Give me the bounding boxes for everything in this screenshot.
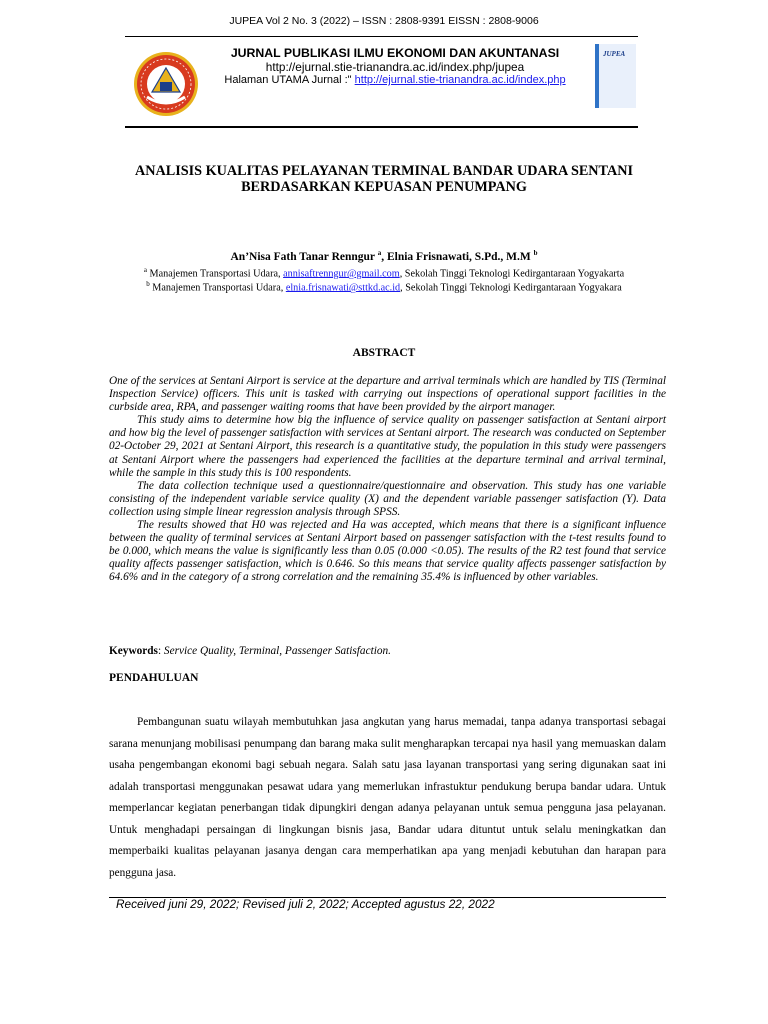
affil-a-sup: a xyxy=(143,266,147,274)
author-2-sup: b xyxy=(533,249,538,257)
intro-body xyxy=(109,712,666,884)
affil-b-suffix: , Sekolah Tinggi Teknologi Kedirgantaraan Yogyakara xyxy=(400,282,622,294)
cover-title: JUPEA xyxy=(603,50,626,58)
received-note: Received juni 29, 2022; Revised juli 2, 2022; Accepted agustus 22, 2022 xyxy=(116,897,495,911)
affil-a-email-link[interactable]: annisaftrenngur@gmail.com xyxy=(283,268,400,280)
journal-name: JURNAL PUBLIKASI ILMU EKONOMI DAN AKUNTANASI xyxy=(230,46,560,60)
institution-seal-logo xyxy=(133,51,199,117)
section-heading: PENDAHULUAN xyxy=(109,672,199,684)
author-list: An’Nisa Fath Tanar Renngur $^a$, Elnia Frisnawati, S.Pd., M.M $^b$ xyxy=(230,249,538,263)
affiliation-a xyxy=(0,266,768,279)
abstract-heading: ABSTRACT xyxy=(352,347,416,359)
abstract-body xyxy=(109,375,666,585)
author-1-sup: a xyxy=(377,249,382,257)
running-header: JUPEA Vol 2 No. 3 (2022) – ISSN : 2808-9391 EISSN : 2808-9006 xyxy=(229,15,539,27)
intro-paragraph: Pembangunan suatu wilayah membutuhkan jasa angkutan yang harus memadai, tanpa adanya transportasi sebagai sarana menunjang mobilisasi penumpang dan barang maka sulit mengharapkan tercapai nya hasil yang memuaskan dalam usaha pengembangan ekonomi bagi sebuah negara. Salah satu jasa layanan transportasi yang sering digunakan saat ini adalah transportasi menggunakan pesawat udara yang memerlukan infrastuktur pendukung berupa bandar udara. Untuk memperlancar kegiatan penerbangan tidak dipungkiri dengan adanya pelayanan untuk semua pengguna jasa pelayanan. Untuk menghadapi persaingan di lingkungan bisnis jasa, Bandar udara dituntut untuk selalu meningkatkan dan memperbaiki kualitas pelayanan jasanya dengan cara memperhatikan apa yang menjadi kebutuhan dan harapan para pengguna jasa. xyxy=(109,716,666,879)
abstract-paragraph: One of the services at Sentani Airport is service at the departure and arrival terminals which are handled by TIS (Terminal Inspection Service) officers. This unit is tasked with carrying out inspections of operational support facilities in the curbside area, RPA, and passenger waiting rooms that have been provided by the airport manager. xyxy=(109,375,666,414)
abstract-paragraph: The results showed that H0 was rejected and Ha was accepted, which means that there is a significant influence between the quality of terminal services at Sentani Airport based on passenger satisfaction with the t-test results found to be 0.000, which means the value is significantly less than 0.05 (0.000 <0.05). The results of the R2 test found that service quality affects passenger satisfaction, which is 0.646. So this means that service quality affects passenger satisfaction by 64.6% and in the category of a strong correlation and the remaining 35.4% is influenced by other variables. xyxy=(109,519,666,584)
keywords-line xyxy=(109,645,666,657)
title-line-1: ANALISIS KUALITAS PELAYANAN TERMINAL BANDAR UDARA SENTANI xyxy=(135,163,633,179)
abstract-paragraph: The data collection technique used a questionnaire/questionnaire and observation. This study has one variable consisting of the independent variable service quality (X) and the dependent variable passenger satisfaction (Y). Data collection using simple linear regression analysis through SPSS. xyxy=(109,479,666,518)
header-top-rule xyxy=(125,36,638,37)
keywords-text: Service Quality, Terminal, Passenger Satisfaction. xyxy=(163,645,391,657)
affil-b-prefix: Manajemen Transportasi Udara, xyxy=(152,282,286,294)
affil-a-prefix: Manajemen Transportasi Udara, xyxy=(149,268,284,280)
keywords-separator: : xyxy=(157,645,164,657)
article-title xyxy=(60,163,708,195)
journal-url[interactable]: http://ejurnal.stie-trianandra.ac.id/index.php/jupea xyxy=(265,60,525,74)
author-2: Elnia Frisnawati, S.Pd., M.M xyxy=(386,250,531,263)
journal-home-line xyxy=(215,74,575,87)
journal-cover-thumbnail xyxy=(595,44,636,108)
home-label: Halaman UTAMA Jurnal :" xyxy=(224,74,355,86)
affil-b-email-link[interactable]: elnia.frisnawati@sttkd.ac.id xyxy=(285,282,401,294)
affiliation-b xyxy=(0,280,768,293)
journal-header xyxy=(125,36,638,131)
abstract-paragraph: This study aims to determine how big the influence of service quality on passenger satisfaction at Sentani airport and how big the level of passenger satisfaction with services at Sentani airport. The research was conducted on September 02-October 29, 2021 at Sentani Airport, this research is a quantitative study, the population in this study were passengers at Sentani Airport where the passengers had experienced the facilities at the departure terminal and arrival terminal, while the sample in this study this is 100 respondents. xyxy=(109,414,666,479)
keywords-label: Keywords xyxy=(109,645,158,657)
affil-b-sup: b xyxy=(146,280,150,288)
header-bottom-rule xyxy=(125,126,638,128)
author-1: An’Nisa Fath Tanar Renngur xyxy=(230,250,375,263)
home-link[interactable]: http://ejurnal.stie-trianandra.ac.id/index.php xyxy=(354,74,566,86)
title-line-2: BERDASARKAN KEPUASAN PENUMPANG xyxy=(241,179,527,195)
affil-a-suffix: , Sekolah Tinggi Teknologi Kedirgantaraan Yogyakarta xyxy=(399,268,625,280)
